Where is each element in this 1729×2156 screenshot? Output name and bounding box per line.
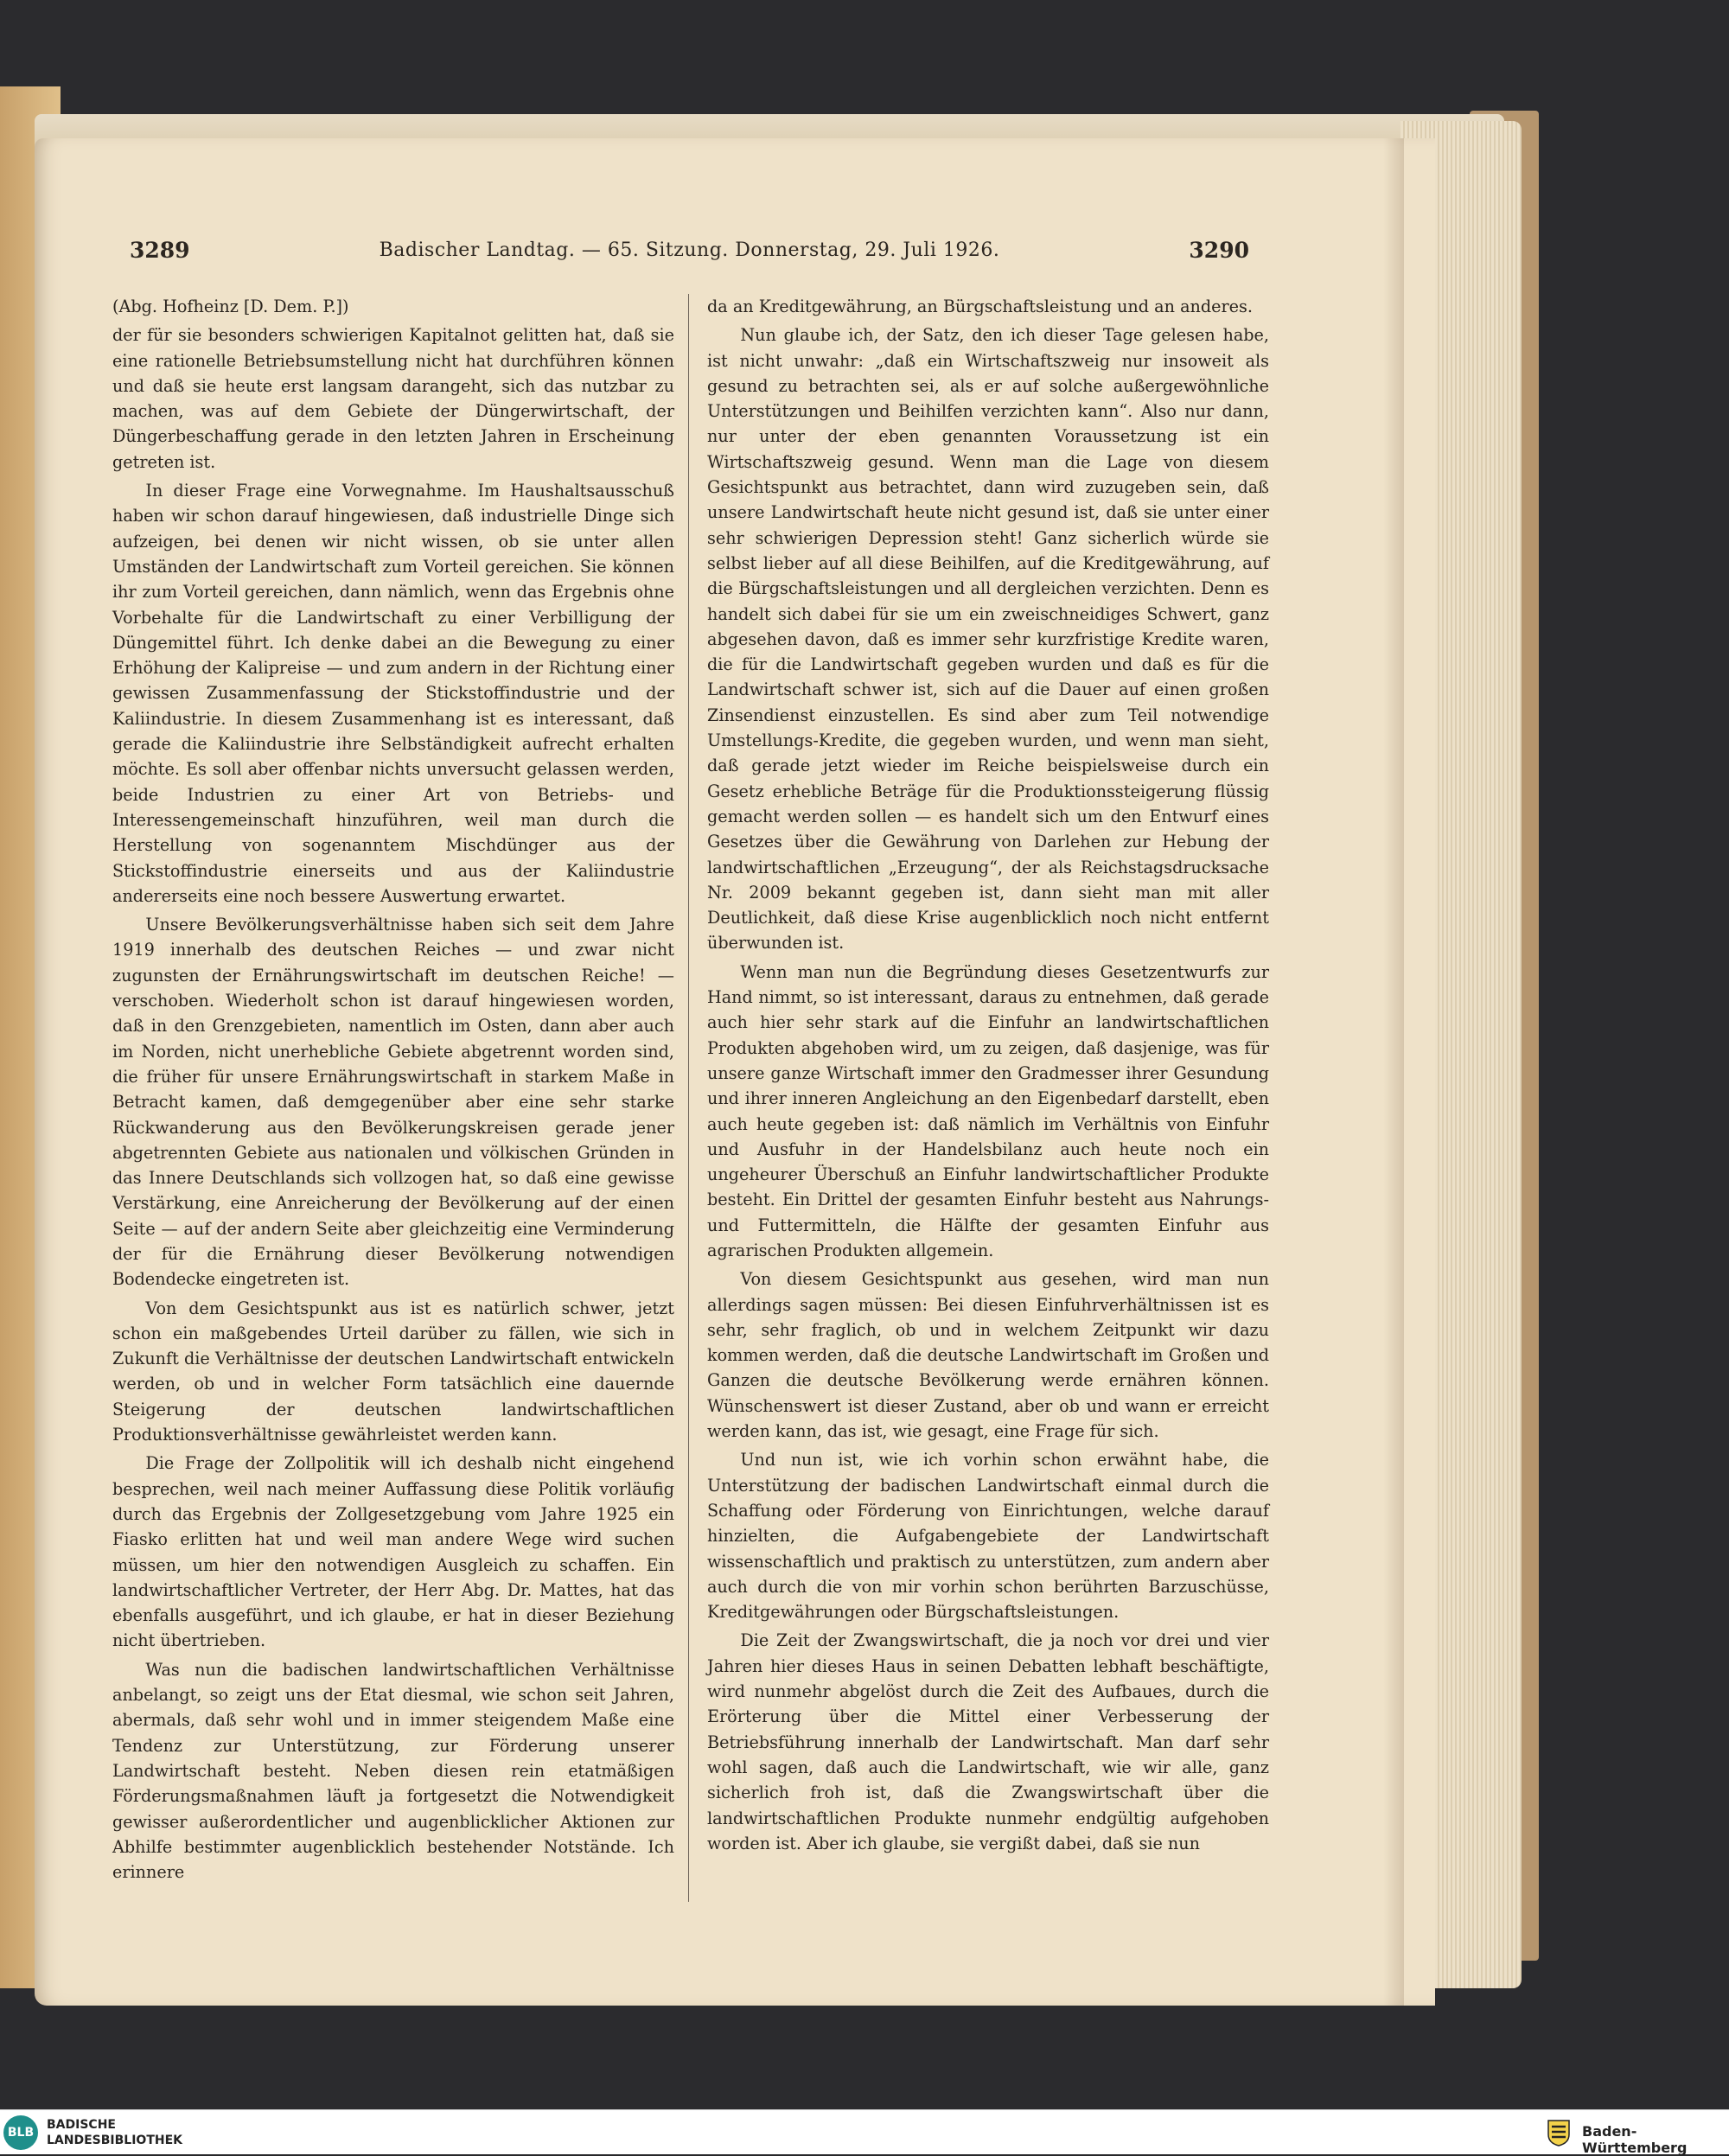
paragraph: der für sie besonders schwierigen Kapitalnot gelitten hat, daß sie eine rationelle Betriebsumstellung nicht hat durchführen können und daß sie heute erst langsam darangeht, sich das nutzbar zu machen, was auf dem Gebiete der Düngerwirtschaft, der Düngerbeschaffung gerade in den letzten Jahren in Erscheinung getreten ist. [112, 325, 674, 472]
paragraph: da an Kreditgewährung, an Bürgschaftsleistung und an anderes. [707, 297, 1253, 316]
speaker-line: (Abg. Hofheinz [D. Dem. P.]) [112, 297, 349, 316]
blb-logo-icon: BLB [3, 2115, 38, 2150]
page-gutter-shadow [1383, 138, 1404, 2006]
running-header [130, 238, 1249, 272]
right-column [707, 294, 1269, 1859]
paragraph: Und nun ist, wie ich vorhin schon erwähnt habe, die Unterstützung der badischen Landwirtschaft einmal durch die Schaffung oder Förderung von Einrichtungen, welche darauf hinzielten, die Aufgabengebiete der Landwirtschaft wissenschaftlich und praktisch zu unterstützen, zum andern aber auch durch die von mir vorhin schon berührten Barzuschüsse, Kreditgewährungen oder Bürgschaftsleistungen. [707, 1450, 1269, 1623]
paragraph: Was nun die badischen landwirtschaftlichen Verhältnisse anbelangt, so zeigt uns der Etat diesmal, wie schon seit Jahren, abermals, daß sehr wohl und in immer steigendem Maße eine Tendenz zur Unterstützung, zur Förderung unserer Landwirtschaft besteht. Neben diesen rein etatmäßigen Förderungsmaßnahmen läuft ja fortgesetzt die Notwendigkeit gewisser außerordentlicher und augenblicklicher Aktionen zur Abhilfe bestimmter augenblicklich bestehender Notstände. Ich erinnere [112, 1659, 674, 1883]
page-number-left: 3289 [130, 238, 190, 263]
paragraph: Von dem Gesichtspunkt aus ist es natürlich schwer, jetzt schon ein maßgebendes Urteil darüber zu fällen, wie sich in Zukunft die Verhältnisse der deutschen Landwirtschaft entwickeln werden, ob und in welcher Form tatsächlich eine dauernde Steigerung der deutschen landwirtschaftlichen Produktionsverhältnisse gewährleistet werden kann. [112, 1298, 674, 1445]
left-column [112, 294, 674, 1888]
paragraph: In dieser Frage eine Vorwegnahme. Im Haushaltsausschuß haben wir schon darauf hingewiesen, daß industrielle Dinge sich aufzeigen, bei denen wir nicht wissen, ob sie unter allen Umständen der Landwirtschaft zum Vorteil gereichen. Sie können ihr zum Vorteil gereichen, dann nämlich, wenn das Ergebnis ohne Vorbehalte für die Landwirtschaft zu einer Verbilligung der Düngemittel führt. Ich denke dabei an die Bewegung zu einer Erhöhung der Kalipreise — und zum andern in der Richtung einer gewissen Zusammenfassung der Stickstoffindustrie und der Kaliindustrie. In diesem Zusammenhang ist es interessant, daß gerade die Kaliindustrie ihre Selbständigkeit aufrecht erhalten möchte. Es soll aber offenbar nichts unversucht gelassen werden, beide Industrien zu einer Art von Betriebs- und Interessengemeinschaft hinzuführen, weil man durch die Herstellung von sogenanntem Mischdünger aus der Stickstoffindustrie einerseits und aus der Kaliindustrie andererseits eine noch bessere Auswertung erwartet. [112, 481, 674, 906]
library-name [47, 2117, 182, 2148]
library-name-line1: BADISCHE [47, 2118, 116, 2132]
paragraph: Wenn man nun die Begründung dieses Gesetzentwurfs zur Hand nimmt, so ist interessant, daraus zu entnehmen, daß gerade auch hier sehr stark auf die Einfuhr an landwirtschaftlichen Produkten abgehoben wird, um zu zeigen, daß dasjenige, was für unsere ganze Wirtschaft immer den Gradmesser ihrer Gesundung und ihrer inneren Angleichung an den Eigenbedarf darstellt, eben auch heute gegeben ist: daß nämlich im Verhältnis von Einfuhr und Ausfuhr in der Handelsbilanz auch heute noch ein ungeheurer Überschuß an Einfuhr landwirtschaftlicher Produkte besteht. Ein Drittel der gesamten Einfuhr besteht aus Nahrungs- und Futtermitteln, die Hälfte der gesamten Einfuhr aus agrarischen Produkten allgemein. [707, 961, 1269, 1260]
paragraph: Nun glaube ich, der Satz, den ich dieser Tage gelesen habe, ist nicht unwahr: „daß ein Wirtschaftszweig nur insoweit als gesund zu betrachten sei, als er auf solche außergewöhnliche Unterstützungen und Beihilfen verzichten kann“. Also nur dann, nur unter der eben genannten Voraussetzung ist ein Wirtschaftszweig gesund. Wenn man die Lage von diesem Gesichtspunkt aus betrachtet, dann wird zuzugeben sein, daß unsere Landwirtschaft heute nicht gesund ist, daß sie unter einer sehr schwierigen Depression steht! Ganz sicherlich würde sie selbst lieber auf all diese Beihilfen, auf die Kreditgewährung, auf die Bürgschaftsleistungen und all dergleichen verzichten. Denn es handelt sich dabei für sie um ein zweischneidiges Schwert, ganz abgesehen davon, daß es immer sehr kurzfristige Kredite waren, die für die Landwirtschaft gegeben wurden und daß es für die Landwirtschaft schwer ist, sich auf die Dauer auf einen großen Zinsendienst einzustellen. Es sind aber zum Teil notwendige Umstellungs-Kredite, die gegeben wurden, und wenn man sieht, daß gerade jetzt wieder im Reiche beispielsweise durch ein Gesetz erhebliche Beträge für die Produktionssteigerung flüssig gemacht werden sollen — es handelt sich um den Entwurf eines Gesetzes über die Gewährung von Darlehen zur Hebung der landwirtschaftlichen „Erzeugung“, der als Reichstagsdrucksache Nr. 2009 bekannt gegeben ist, dann sieht man mit aller Deutlichkeit, daß diese Krise augenblicklich noch nicht entfernt überwunden ist. [707, 325, 1269, 954]
library-name-line2: LANDESBIBLIOTHEK [47, 2134, 183, 2147]
paragraph: Unsere Bevölkerungsverhältnisse haben sich seit dem Jahre 1919 innerhalb des deutschen Reiches — und zwar nicht zugunsten der Ernährungswirtschaft im deutschen Reiche! — verschoben. Wiederholt schon ist darauf hingewiesen worden, daß in den Grenzgebieten, namentlich im Osten, dann aber auch im Norden, nicht unerhebliche Gebiete abgetrennt worden sind, die früher für unsere Ernährungswirtschaft in starkem Maße in Betracht kamen, daß demgegenüber aber eine sehr starke Rückwanderung aus den Bevölkerungskreisen gerade jener abgetrennten Gebiete aus nationalen und völkischen Gründen in das Innere Deutschlands sich vollzogen hat, so daß eine gewisse Verstärkung, eine Anreicherung der Bevölkerung auf der einen Seite — auf der andern Seite aber gleichzeitig eine Verminderung der für die Ernährung dieser Bevölkerung notwendigen Bodendecke eingetreten ist. [112, 915, 674, 1290]
paragraph: Die Zeit der Zwangswirtschaft, die ja noch vor drei und vier Jahren hier dieses Haus in seinen Debatten lebhaft beschäftigte, wird nunmehr abgelöst durch die Zeit des Aufbaues, durch die Erörterung über die Mittel einer Verbesserung der Betriebsführung innerhalb der Landwirtschaft. Man darf sehr wohl sagen, daß auch die Landwirtschaft, wie wir alle, ganz sicherlich froh ist, daß die Zwangswirtschaft über die landwirtschaftlichen Produkte nunmehr endgültig aufgehoben worden ist. Aber ich glaube, sie vergißt dabei, daß sie nun [707, 1630, 1269, 1853]
bw-crest-icon [1546, 2119, 1572, 2146]
footer-bar [0, 2109, 1729, 2154]
paragraph: Von diesem Gesichtspunkt aus gesehen, wird man nun allerdings sagen müssen: Bei diesen Einfuhrverhältnissen ist es sehr, sehr fraglich, ob und in welchem Zeitpunkt wir dazu kommen werden, daß die deutsche Landwirtschaft im Großen und Ganzen die deutsche Bevölkerung werde ernähren können. Wünschenswert ist dieser Zustand, aber ob und wann er erreicht werden kann, das ist, wie gesagt, eine Frage für sich. [707, 1269, 1269, 1442]
state-label: Baden-Württemberg [1582, 2123, 1688, 2156]
column-divider [688, 294, 689, 1902]
paragraph: Die Frage der Zollpolitik will ich deshalb nicht eingehend besprechen, weil nach meiner Auffassung diese Politik vorläufig durch das Ergebnis der Zollgesetzgebung vom Jahre 1925 ein Fiasko erlitten hat und weil man andere Wege wird suchen müssen, um hier den notwendigen Ausgleich zu schaffen. Ein landwirtschaftlicher Vertreter, der Herr Abg. Dr. Mattes, hat das ebenfalls ausgeführt, und ich glaube, er hat in dieser Beziehung nicht übertrieben. [112, 1453, 674, 1651]
page-number-right: 3290 [1189, 238, 1249, 263]
running-title: Badischer Landtag. — 65. Sitzung. Donnerstag, 29. Juli 1926. [379, 239, 1000, 261]
